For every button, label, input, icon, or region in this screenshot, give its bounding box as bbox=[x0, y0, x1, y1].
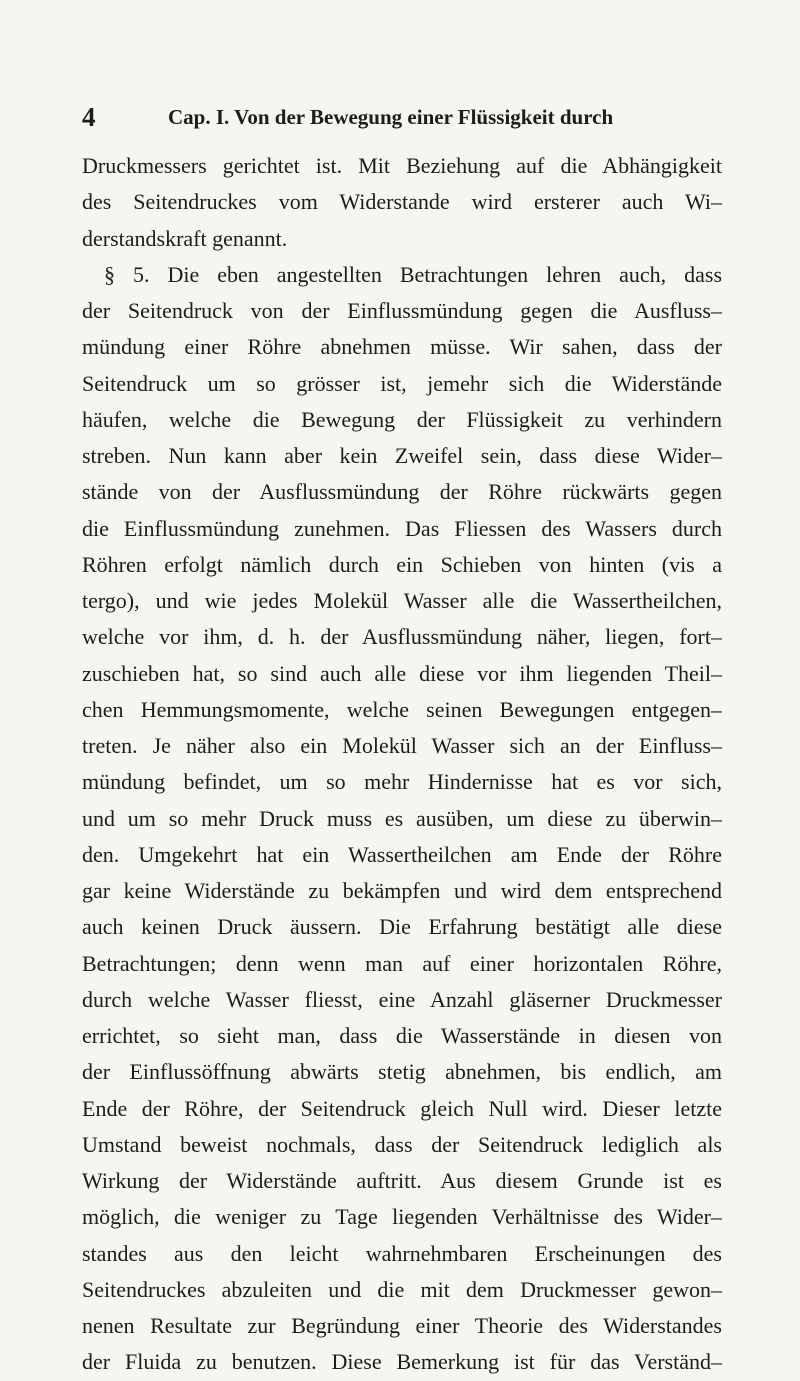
text-line: stände von der Ausflussmündung der Röhre rückwärts gegen bbox=[82, 479, 722, 505]
text-line: chen Hemmungsmomente, welche seinen Bewegungen entgegen– bbox=[82, 696, 722, 722]
text-line: mündung befindet, um so mehr Hindernisse hat es vor sich, bbox=[82, 769, 722, 795]
text-line: der Seitendruck von der Einflussmündung gegen die Ausfluss– bbox=[82, 298, 722, 323]
page-number: 4 bbox=[82, 102, 96, 132]
text-line: streben. Nun kann aber kein Zweifel sein, dass diese Wider– bbox=[82, 443, 722, 468]
text-line: Wirkung der Widerstände auftritt. Aus diesem Grunde ist es bbox=[82, 1168, 722, 1193]
text-line: auch keinen Druck äussern. Die Erfahrung bestätigt alle diese bbox=[82, 914, 722, 940]
text-line: Betrachtungen; denn wenn man auf einer horizontalen Röhre, bbox=[82, 950, 722, 976]
text-line: Ende der Röhre, der Seitendruck gleich Null wird. Dieser letzte bbox=[82, 1095, 722, 1121]
text-line: die Einflussmündung zunehmen. Das Fliessen des Wassers durch bbox=[82, 515, 722, 541]
text-line: Seitendruck um so grösser ist, jemehr sich die Widerstände bbox=[82, 370, 722, 396]
text-line: nenen Resultate zur Begründung einer Theorie des Widerstandes bbox=[82, 1313, 722, 1338]
text-line: mündung einer Röhre abnehmen müsse. Wir sahen, dass der bbox=[82, 334, 722, 360]
text-line: häufen, welche die Bewegung der Flüssigkeit zu verhindern bbox=[82, 406, 722, 432]
text-line: gar keine Widerstände zu bekämpfen und wird dem entsprechend bbox=[82, 878, 722, 903]
text-line: tergo), und wie jedes Molekül Wasser alle die Wassertheilchen, bbox=[82, 588, 722, 613]
text-line: Seitendruckes abzuleiten und die mit dem Druckmesser gewon– bbox=[82, 1276, 722, 1302]
text-line: Umstand beweist nochmals, dass der Seitendruck lediglich als bbox=[82, 1131, 722, 1157]
text-line: der Einflussöffnung abwärts stetig abnehmen, bis endlich, am bbox=[82, 1059, 722, 1085]
body-text bbox=[82, 148, 722, 1381]
text-line: zuschieben hat, so sind auch alle diese vor ihm liegenden Theil– bbox=[82, 660, 722, 686]
text-line: standes aus den leicht wahrnehmbaren Erscheinungen des bbox=[82, 1240, 722, 1266]
text-line: der Fluida zu benutzen. Diese Bemerkung ist für das Verständ– bbox=[82, 1349, 722, 1375]
text-line: § 5. Die eben angestellten Betrachtungen lehren auch, dass bbox=[104, 261, 722, 287]
text-line: treten. Je näher also ein Molekül Wasser sich an der Einfluss– bbox=[82, 733, 722, 758]
text-line: und um so mehr Druck muss es ausüben, um diese zu überwin– bbox=[82, 805, 722, 831]
text-line: des Seitendruckes vom Widerstande wird ersterer auch Wi– bbox=[82, 189, 722, 215]
text-line: welche vor ihm, d. h. der Ausflussmündung näher, liegen, fort– bbox=[82, 624, 722, 650]
text-line: durch welche Wasser fliesst, eine Anzahl gläserner Druckmesser bbox=[82, 986, 722, 1012]
text-line: Röhren erfolgt nämlich durch ein Schieben von hinten (vis a bbox=[82, 551, 722, 577]
running-head bbox=[82, 100, 722, 134]
text-line: möglich, die weniger zu Tage liegenden Verhältnisse des Wider– bbox=[82, 1204, 722, 1230]
text-line: errichtet, so sieht man, dass die Wasserstände in diesen von bbox=[82, 1023, 722, 1048]
text-line: derstandskraft genannt. bbox=[82, 225, 288, 251]
chapter-heading: Cap. I. Von der Bewegung einer Flüssigkeit durch bbox=[168, 105, 614, 129]
text-line: den. Umgekehrt hat ein Wassertheilchen am Ende der Röhre bbox=[82, 841, 722, 867]
text-line: Druckmessers gerichtet ist. Mit Beziehung auf die Abhängigkeit bbox=[82, 153, 722, 178]
